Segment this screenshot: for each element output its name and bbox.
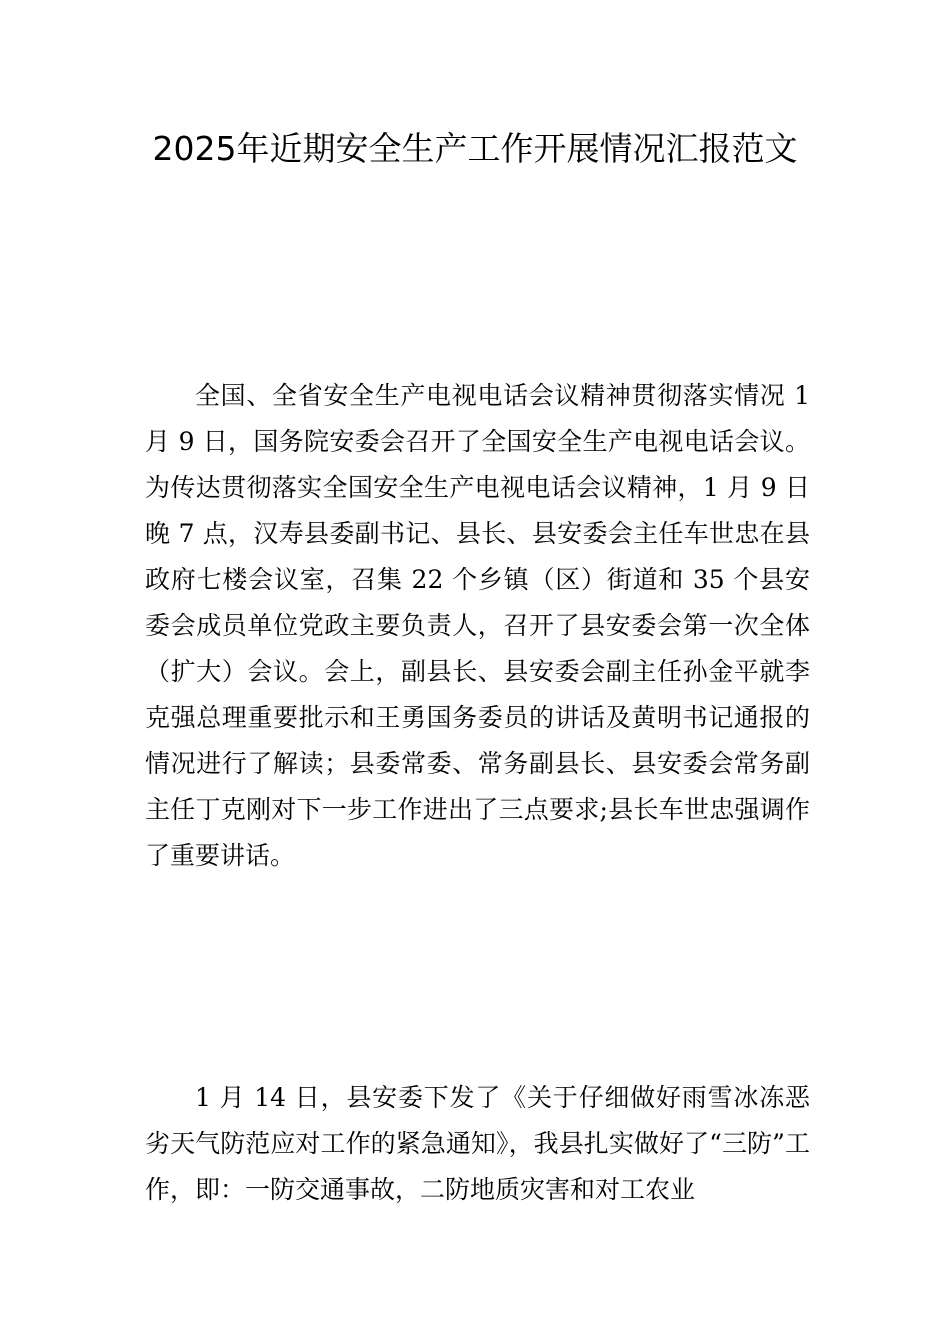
document-title: 2025年近期安全生产工作开展情况汇报范文 (152, 129, 798, 168)
body-paragraph-1: 全国、全省安全生产电视电话会议精神贯彻落实情况 1 月 9 日，国务院安委会召开了全国安全生产电视电话会议。为传达贯彻落实全国安全生产电视电话会议精神，1 月 9 日晚 7 点，汉寿县委副书记、县长、县安委会主任车世忠在县政府七楼会议室，召集 22 个乡镇（区）街道和 35 个县安委会成员单位党政主要负责人，召开了县安委会第一次全体（扩大）会议。会上，副县长、县安委会副主任孙金平就李克强总理重要批示和王勇国务委员的讲话及黄明书记通报的情况进行了解读；县委常委、常务副县长、县安委会常务副主任丁克刚对下一步工作进出了三点要求;县长车世忠强调作了重要讲话。 (145, 381, 810, 870)
body-paragraph-2: 1 月 14 日，县安委下发了《关于仔细做好雨雪冰冻恶劣天气防范应对工作的紧急通知》，我县扎实做好了“三防”工作，即：一防交通事故，二防地质灾害和对工农业 (145, 1083, 810, 1204)
